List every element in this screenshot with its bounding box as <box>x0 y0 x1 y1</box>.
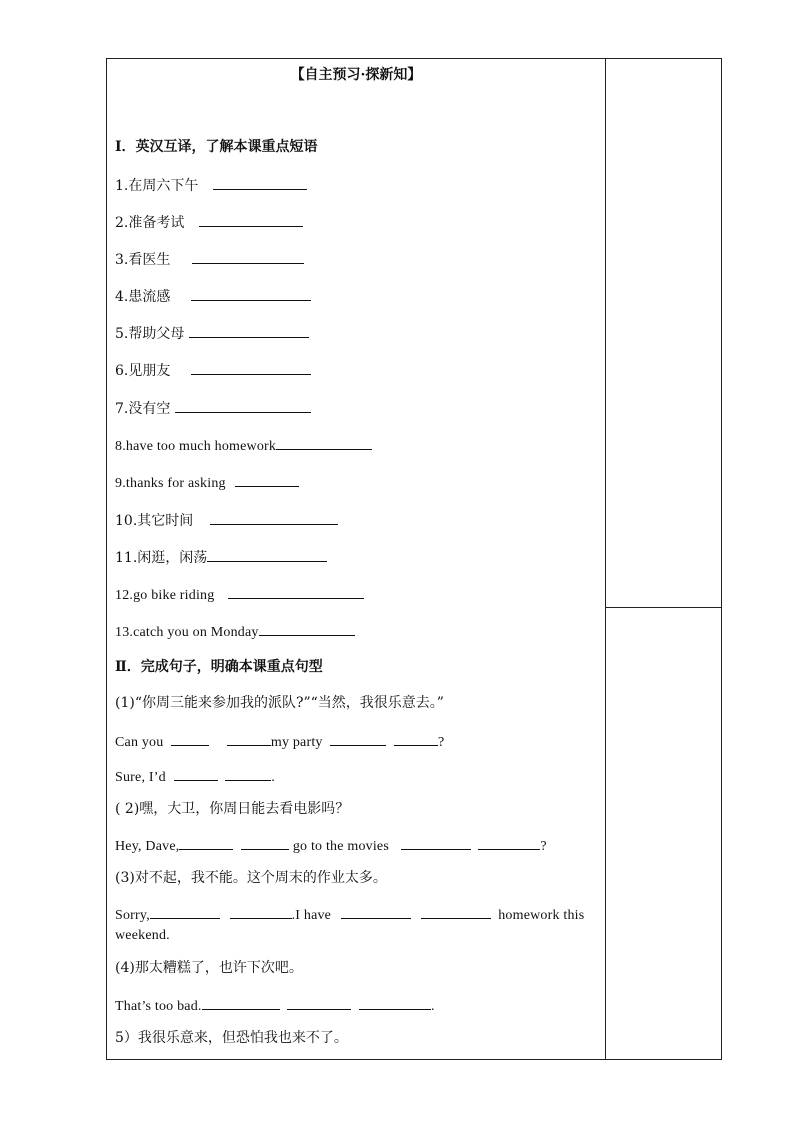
answer-blank[interactable] <box>150 904 220 919</box>
phrase-item-2 <box>115 212 303 232</box>
answer-blank[interactable] <box>189 323 309 338</box>
question-text: Can you <box>115 735 164 750</box>
answer-blank[interactable] <box>228 584 364 599</box>
question-text: Sure, I’d <box>115 770 166 785</box>
question-text: Hey, Dave, <box>115 839 180 854</box>
question-text: go to the movies <box>292 839 389 854</box>
phrase-item-label: 6.见朋友 <box>115 363 171 379</box>
answer-blank[interactable] <box>174 766 218 781</box>
question-text: homework this <box>498 908 585 923</box>
answer-blank[interactable] <box>199 212 303 227</box>
phrase-item-1 <box>115 175 307 195</box>
phrase-item-label: 7.没有空 <box>115 401 171 417</box>
question-4-en <box>115 995 435 1016</box>
phrase-item-13 <box>115 621 355 642</box>
answer-blank[interactable] <box>171 731 209 746</box>
answer-blank[interactable] <box>330 731 386 746</box>
question-1-cn: (1)“你周三能来参加我的派队?”“当然，我很乐意去。” <box>115 695 444 711</box>
answer-blank[interactable] <box>191 286 311 301</box>
part1-heading: Ⅰ．英汉互译，了解本课重点短语 <box>115 139 318 155</box>
phrase-item-label: 2.准备考试 <box>115 215 185 231</box>
phrase-item-10 <box>115 510 338 530</box>
answer-blank[interactable] <box>227 731 271 746</box>
question-1-en <box>115 731 444 752</box>
phrase-item-label: 13.catch you on Monday <box>115 625 259 640</box>
question-2-cn: ( 2)嘿，大卫，你周日能去看电影吗？ <box>115 801 350 817</box>
part2-heading: Ⅱ．完成句子，明确本课重点句型 <box>115 659 323 675</box>
phrase-item-label: 1.在周六下午 <box>115 178 199 194</box>
answer-blank[interactable] <box>401 835 471 850</box>
question-text: Sorry, <box>115 908 150 923</box>
question-3-cn: (3)对不起，我不能。这个周末的作业太多。 <box>115 870 387 886</box>
answer-blank[interactable] <box>175 398 311 413</box>
phrase-item-label: 8.have too much homework <box>115 439 277 454</box>
question-5-cn: 5）我很乐意来，但恐怕我也来不了。 <box>115 1030 348 1046</box>
phrase-item-label: 5.帮助父母 <box>115 326 185 342</box>
question-text: . <box>431 999 435 1014</box>
answer-blank[interactable] <box>259 621 355 636</box>
phrase-item-label: 4.患流感 <box>115 289 171 305</box>
question-text: That’s too bad. <box>115 999 202 1014</box>
phrase-item-5 <box>115 323 309 343</box>
section-title: 【自主预习·探新知】 <box>290 67 422 83</box>
answer-blank[interactable] <box>210 510 338 525</box>
phrase-item-8 <box>115 435 372 456</box>
worksheet-table <box>106 58 722 1060</box>
phrase-item-label: 10.其它时间 <box>115 513 194 529</box>
answer-blank[interactable] <box>341 904 411 919</box>
phrase-item-7 <box>115 398 311 418</box>
answer-blank[interactable] <box>179 835 233 850</box>
answer-blank[interactable] <box>213 175 307 190</box>
answer-blank[interactable] <box>359 995 431 1010</box>
column-divider <box>605 59 606 1059</box>
phrase-item-label: 11.闲逛，闲荡 <box>115 550 208 566</box>
phrase-item-label: 9.thanks for asking <box>115 476 226 491</box>
question-3-en-cont: weekend. <box>115 928 170 943</box>
answer-blank[interactable] <box>276 435 372 450</box>
answer-blank[interactable] <box>230 904 292 919</box>
phrase-item-label: 12.go bike riding <box>115 588 215 603</box>
answer-blank[interactable] <box>394 731 438 746</box>
phrase-item-9 <box>115 472 299 493</box>
phrase-item-12 <box>115 584 364 605</box>
question-text: . <box>271 770 275 785</box>
question-3-en <box>115 904 584 925</box>
right-cell-divider <box>605 607 722 608</box>
answer-blank[interactable] <box>287 995 351 1010</box>
answer-blank[interactable] <box>235 472 299 487</box>
question-2-en <box>115 835 547 856</box>
answer-blank[interactable] <box>421 904 491 919</box>
phrase-item-11 <box>115 547 327 567</box>
question-4-cn: (4)那太糟糕了，也许下次吧。 <box>115 960 303 976</box>
answer-blank[interactable] <box>225 766 271 781</box>
answer-blank[interactable] <box>207 547 327 562</box>
phrase-item-3 <box>115 249 304 269</box>
answer-blank[interactable] <box>478 835 540 850</box>
question-text: my party <box>270 735 323 750</box>
answer-blank[interactable] <box>202 995 280 1010</box>
question-text: ? <box>540 839 547 854</box>
question-1-en-answer <box>115 766 275 787</box>
answer-blank[interactable] <box>192 249 304 264</box>
phrase-item-4 <box>115 286 311 306</box>
phrase-item-label: 3.看医生 <box>115 252 171 268</box>
question-text: .I have <box>291 908 332 923</box>
answer-blank[interactable] <box>241 835 289 850</box>
question-text: ? <box>438 735 445 750</box>
phrase-item-6 <box>115 360 311 380</box>
answer-blank[interactable] <box>191 360 311 375</box>
